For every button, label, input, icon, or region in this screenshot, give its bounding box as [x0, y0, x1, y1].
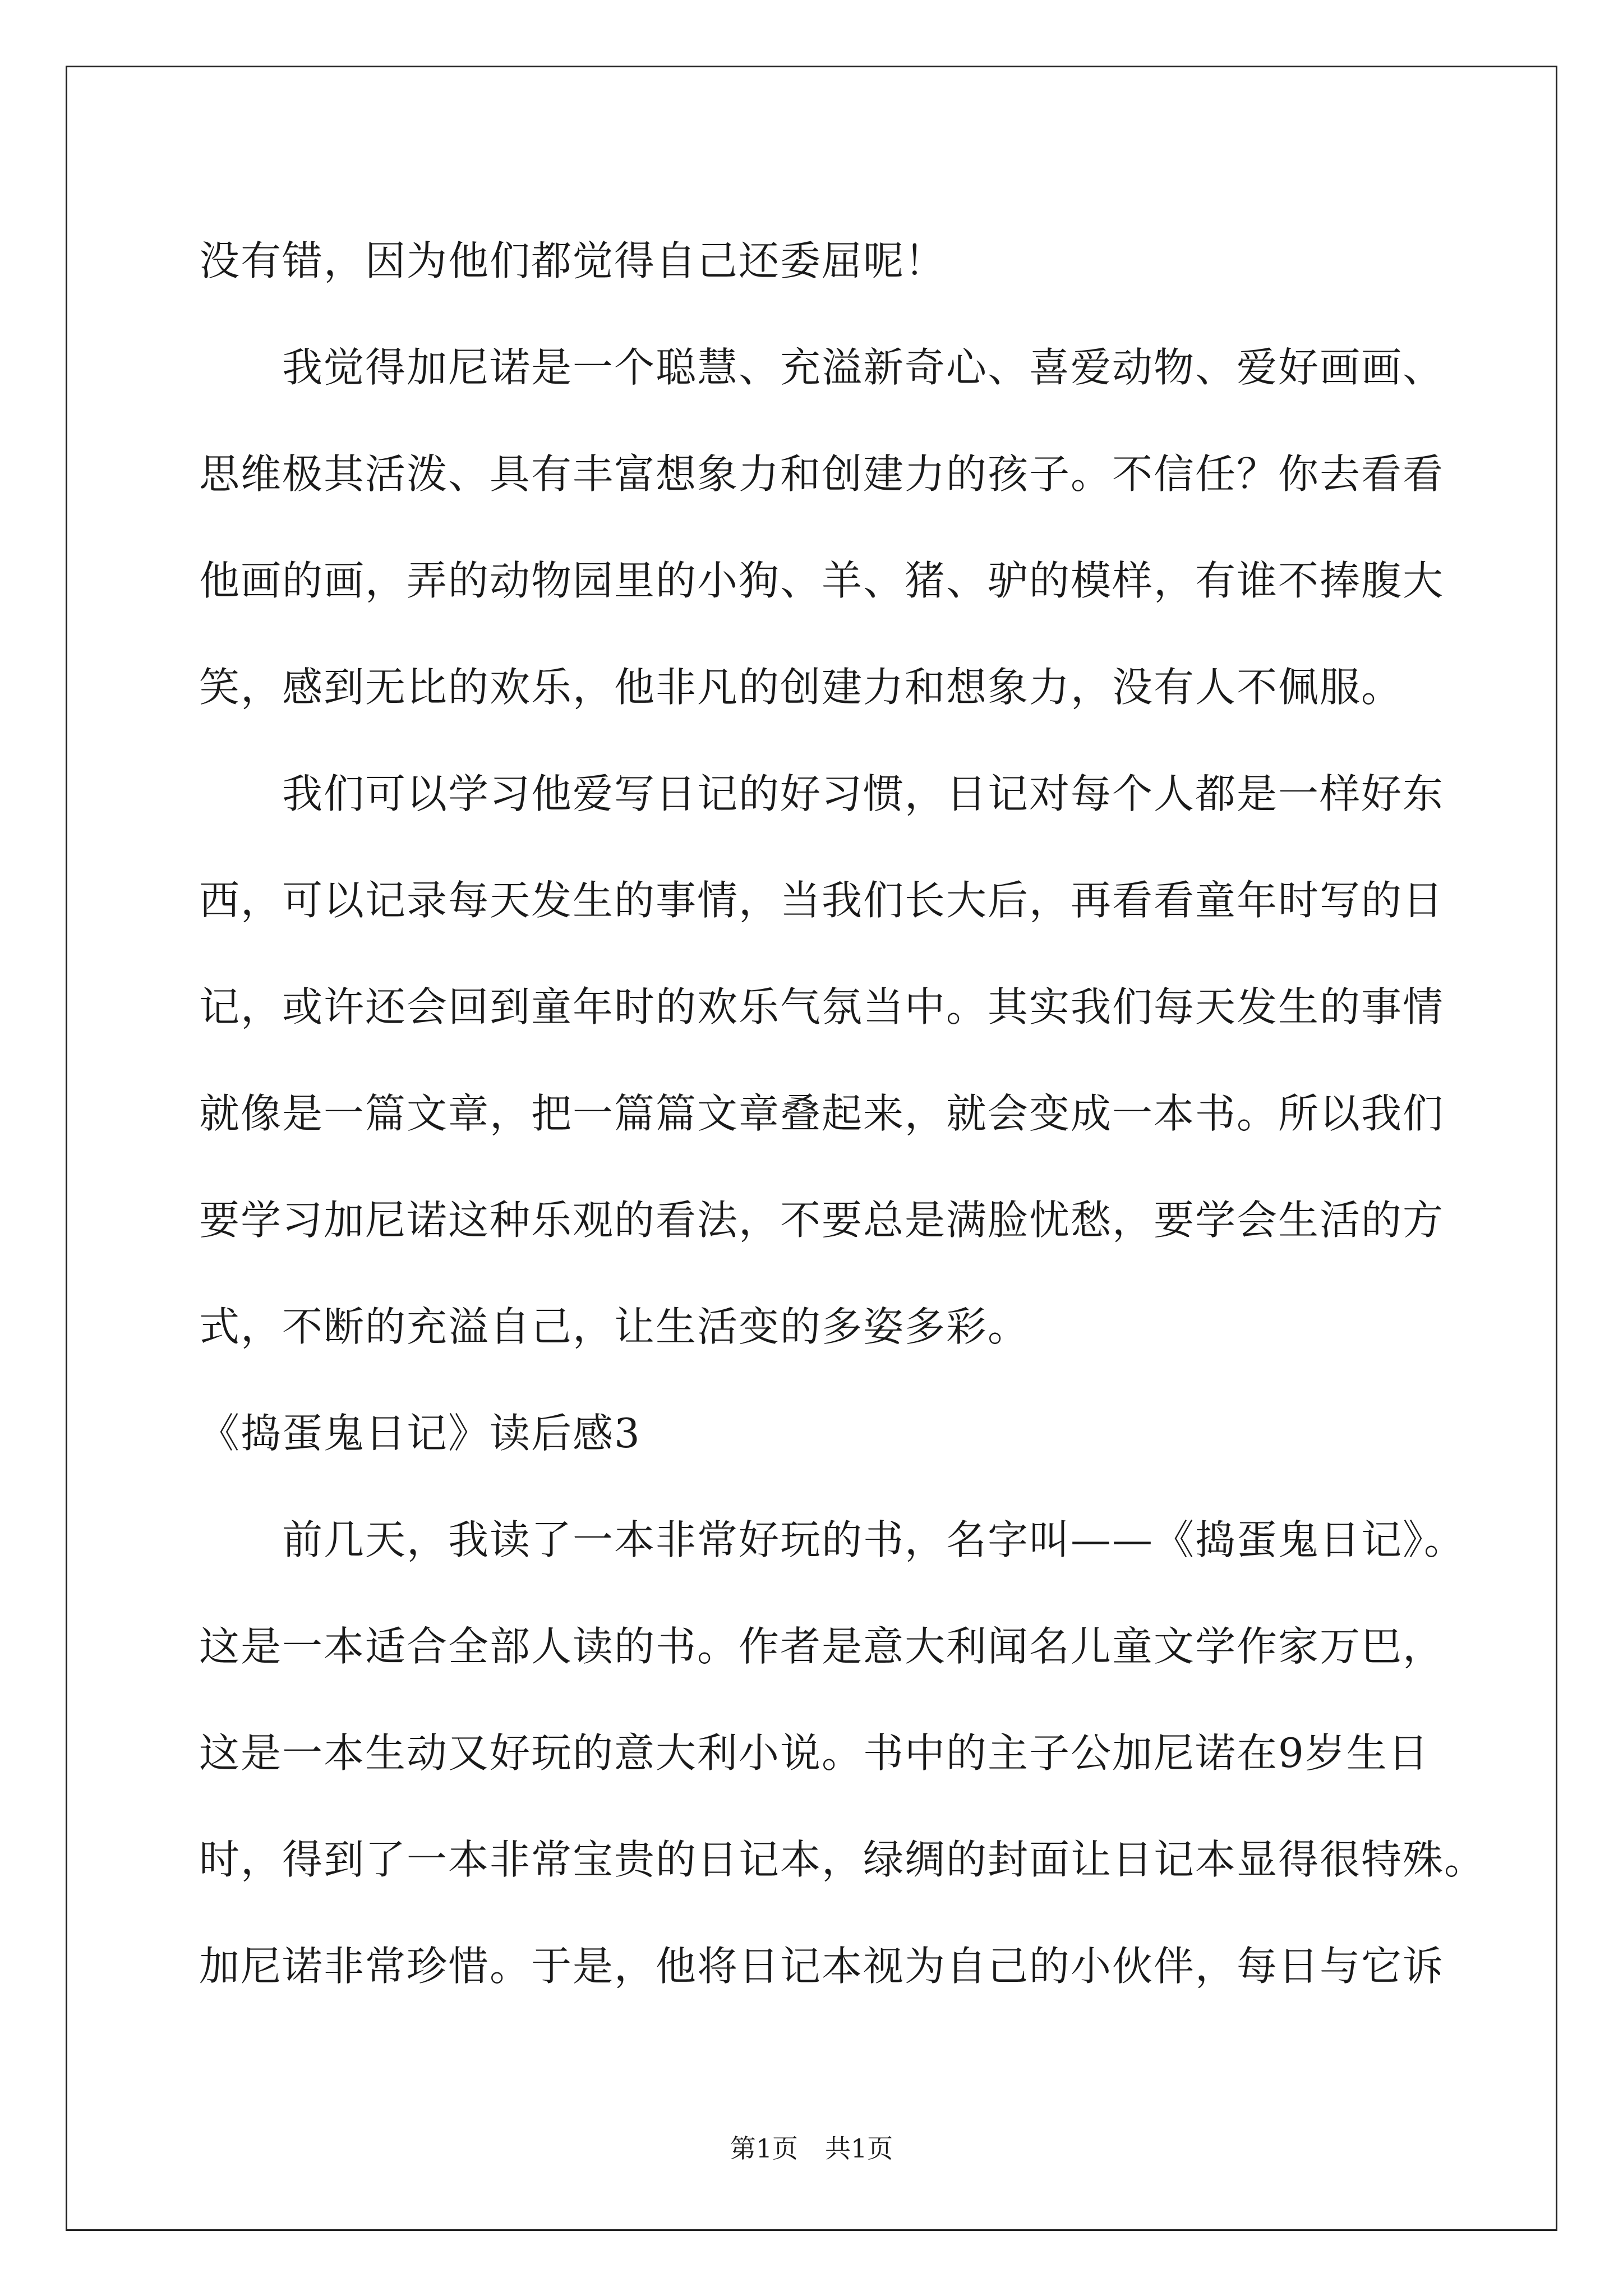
text-line: 要学习加尼诺这种乐观的看法，不要总是满脸忧愁，要学会生活的方 [199, 1197, 1445, 1244]
text-line: 加尼诺非常珍惜。于是，他将日记本视为自己的小伙伴，每日与它诉 [199, 1943, 1445, 1990]
text-line: 时，得到了一本非常宝贵的日记本，绿绸的封面让日记本显得很特殊。 [199, 1836, 1486, 1883]
text-line: 没有错，因为他们都觉得自己还委屈呢！ [199, 237, 947, 284]
text-line: 记，或许还会回到童年时的欢乐气氛当中。其实我们每天发生的事情 [199, 983, 1445, 1030]
text-line: 前几天，我读了一本非常好玩的书，名字叫——《捣蛋鬼日记》。 [282, 1516, 1466, 1563]
text-line: 这是一本生动又好玩的意大利小说。书中的主子公加尼诺在9岁生日 [199, 1729, 1430, 1777]
text-line: 就像是一篇文章，把一篇篇文章叠起来，就会变成一本书。所以我们 [199, 1090, 1445, 1137]
text-line: 式，不断的充溢自己，让生活变的多姿多彩。 [199, 1303, 1030, 1350]
text-line: 我们可以学习他爱写日记的好习惯，日记对每个人都是一样好东 [282, 770, 1445, 817]
text-line: 这是一本适合全部人读的书。作者是意大利闻名儿童文学作家万巴， [199, 1623, 1445, 1670]
page-number: 第1页 [730, 2133, 798, 2164]
page-footer [0, 2132, 1623, 2165]
text-line: 西，可以记录每天发生的事情，当我们长大后，再看看童年时写的日 [199, 877, 1445, 924]
text-line: 我觉得加尼诺是一个聪慧、充溢新奇心、喜爱动物、爱好画画、 [282, 344, 1445, 391]
text-line: 他画的画，弄的动物园里的小狗、羊、猪、驴的模样，有谁不捧腹大 [199, 557, 1445, 604]
page-total: 共1页 [825, 2133, 893, 2164]
text-line: 思维极其活泼、具有丰富想象力和创建力的孩子。不信任？你去看看 [199, 450, 1445, 498]
text-line: 笑，感到无比的欢乐，他非凡的创建力和想象力，没有人不佩服。 [199, 664, 1403, 711]
document-body [199, 208, 1486, 2019]
section-heading: 《捣蛋鬼日记》读后感3 [199, 1410, 641, 1457]
